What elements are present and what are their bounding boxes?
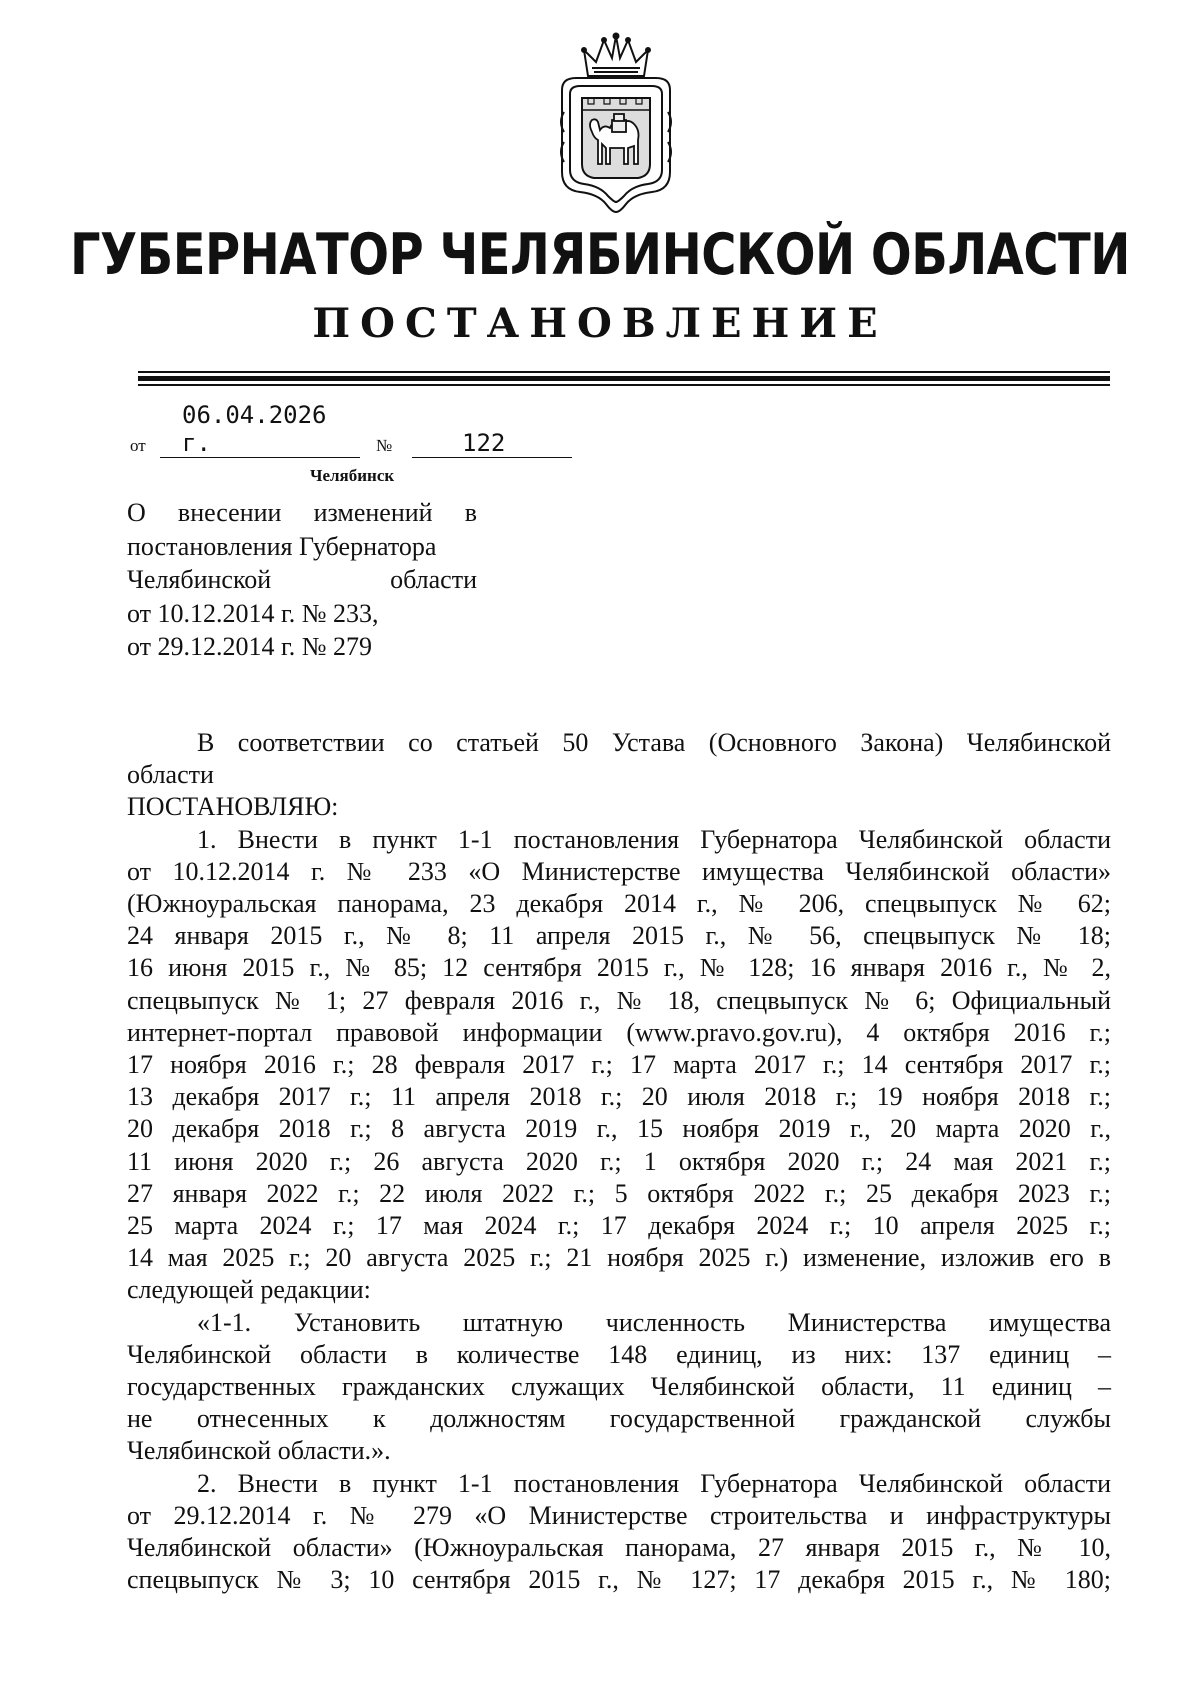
document-meta — [130, 401, 570, 462]
body-line: следующей редакции: — [127, 1275, 371, 1305]
body-line: 17 ноября 2016 г.; 28 февраля 2017 г.; 17 марта 2017 г.; 14 сентября 2017 г.; — [127, 1050, 1111, 1080]
header-divider-thick — [138, 376, 1110, 381]
subject-line: постановления Губернатора — [127, 531, 437, 561]
subject-line: О внесении изменений в — [127, 498, 477, 527]
city-label: Челябинск — [310, 466, 395, 485]
document-number: 122 — [412, 429, 572, 458]
body-line: государственных гражданских служащих Челябинской области, 11 единиц – — [127, 1372, 1111, 1402]
body-line: ПОСТАНОВЛЯЮ: — [127, 792, 339, 822]
document-date: 06.04.2026 г. — [160, 401, 360, 458]
number-label: № — [376, 436, 393, 455]
body-line: области — [127, 760, 214, 790]
body-line: интернет-портал правовой информации (www.pravo.gov.ru), 4 октября 2016 г.; — [127, 1017, 1111, 1047]
header-divider-thin — [138, 371, 1110, 373]
body-line: 20 декабря 2018 г.; 8 августа 2019 г., 15 ноября 2019 г., 20 марта 2020 г., — [127, 1114, 1111, 1144]
coat-of-arms-emblem — [548, 32, 684, 214]
body-line: не отнесенных к должностям государственной гражданской службы — [127, 1404, 1111, 1434]
body-line: Челябинской области в количестве 148 единиц, из них: 137 единиц – — [127, 1339, 1111, 1369]
body-line: «1-1. Установить штатную численность Министерства имущества — [197, 1307, 1111, 1337]
body-line: спецвыпуск № 3; 10 сентября 2015 г., № 127; 17 декабря 2015 г., № 180; — [127, 1565, 1111, 1595]
date-prefix: от — [130, 436, 146, 455]
subject-line: от 29.12.2014 г. № 279 — [127, 632, 373, 662]
body-line: 11 июня 2020 г.; 26 августа 2020 г.; 1 октября 2020 г.; 24 мая 2021 г.; — [127, 1146, 1111, 1176]
body-line: 13 декабря 2017 г.; 11 апреля 2018 г.; 20 июля 2018 г.; 19 ноября 2018 г.; — [127, 1082, 1111, 1112]
document-subject — [127, 496, 477, 664]
body-line: В соответствии со статьей 50 Устава (Основного Закона) Челябинской — [197, 728, 1111, 757]
body-line: 16 июня 2015 г., № 85; 12 сентября 2015 г., № 128; 16 января 2016 г., № 2, — [127, 953, 1111, 983]
body-line: от 29.12.2014 г. № 279 «О Министерстве строительства и инфраструктуры — [127, 1500, 1111, 1530]
issuer-title: ГУБЕРНАТОР ЧЕЛЯБИНСКОЙ ОБЛАСТИ — [70, 222, 1130, 289]
body-line: Челябинской области» (Южноуральская панорама, 27 января 2015 г., № 10, — [127, 1533, 1111, 1563]
subject-line: от 10.12.2014 г. № 233, — [127, 598, 379, 628]
body-line: (Южноуральская панорама, 23 декабря 2014 г., № 206, спецвыпуск № 62; — [127, 889, 1111, 919]
header-divider-thin — [138, 384, 1110, 386]
body-line: 2. Внести в пункт 1-1 постановления Губернатора Челябинской области — [197, 1468, 1111, 1498]
document-body — [127, 727, 1111, 1596]
subject-line: Челябинской области — [127, 565, 477, 595]
body-line: 27 января 2022 г.; 22 июля 2022 г.; 5 октября 2022 г.; 25 декабря 2023 г.; — [127, 1178, 1111, 1208]
body-line: 24 января 2015 г., № 8; 11 апреля 2015 г., № 56, спецвыпуск № 18; — [127, 921, 1111, 951]
body-line: 25 марта 2024 г.; 17 мая 2024 г.; 17 декабря 2024 г.; 10 апреля 2025 г.; — [127, 1211, 1111, 1241]
document-type-title: ПОСТАНОВЛЕНИЕ — [312, 300, 888, 347]
body-line: 14 мая 2025 г.; 20 августа 2025 г.; 21 ноября 2025 г.) изменение, изложив его в — [127, 1243, 1111, 1273]
body-line: 1. Внести в пункт 1-1 постановления Губернатора Челябинской области — [197, 824, 1111, 854]
body-line: от 10.12.2014 г. № 233 «О Министерстве имущества Челябинской области» — [127, 856, 1111, 886]
body-line: Челябинской области.». — [127, 1436, 391, 1466]
body-line: спецвыпуск № 1; 27 февраля 2016 г., № 18, спецвыпуск № 6; Официальный — [127, 985, 1111, 1015]
